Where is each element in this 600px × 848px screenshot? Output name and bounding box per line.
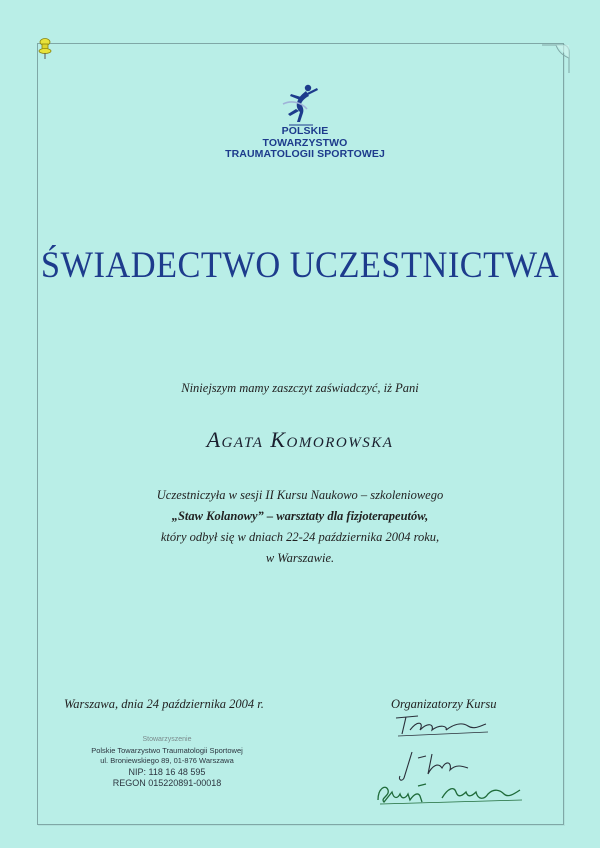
certificate-title: ŚWIADECTWO UCZESTNICTWA [40, 245, 560, 286]
logo-line-1: POLSKIE [281, 125, 329, 137]
stamp-line-3: ul. Broniewskiego 89, 01-876 Warszawa [100, 756, 234, 765]
organization-stamp [72, 735, 262, 789]
stamp-regon: REGON 015220891-00018 [112, 777, 222, 788]
place-and-date: Warszawa, dnia 24 października 2004 r. [64, 697, 264, 711]
logo-line-2: TOWARZYSTWO [262, 136, 348, 149]
organizers-label: Organizatorzy Kursu [391, 697, 497, 711]
certificate-body [0, 485, 600, 569]
body-line-4: w Warszawie. [265, 551, 335, 565]
logo-line-3: TRAUMATOLOGII SPORTOWEJ [225, 148, 385, 160]
stamp-nip: NIP: 118 16 48 595 [128, 766, 206, 777]
intro-text: Niniejszym mamy zaszczyt zaświadczyć, iż Pani [181, 381, 419, 395]
society-logo [0, 82, 600, 161]
stamp-line-1: Stowarzyszenie [142, 736, 192, 743]
stamp-line-2: Polskie Towarzystwo Traumatologii Sportowej [91, 745, 243, 755]
page-curl-icon [542, 44, 570, 74]
signature-1 [388, 712, 498, 740]
body-line-1: Uczestniczyła w sesji II Kursu Naukowo – szkoleniowego [156, 488, 444, 502]
athlete-logo-icon [277, 82, 323, 126]
signature-3 [372, 778, 532, 808]
body-line-2: „Staw Kolanowy” – warsztaty dla fizjoterapeutów, [171, 509, 429, 523]
pushpin-icon [38, 38, 52, 60]
body-line-3: który odbył się w dniach 22-24 października 2004 roku, [160, 530, 440, 544]
recipient-name: Agata Komorowska [206, 427, 394, 452]
